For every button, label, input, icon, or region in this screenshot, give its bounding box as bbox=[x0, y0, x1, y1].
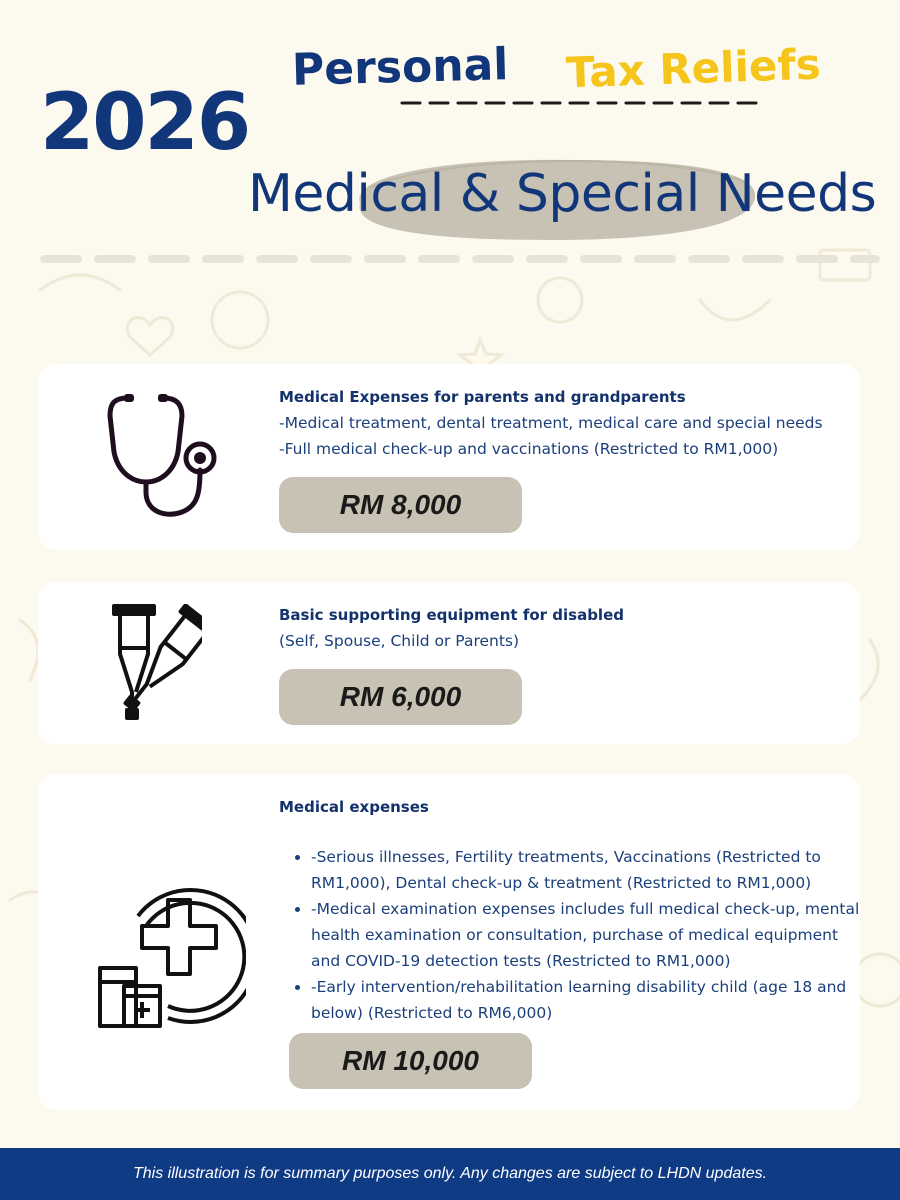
title-tax-reliefs: Tax Reliefs bbox=[565, 39, 822, 98]
stethoscope-icon bbox=[106, 392, 218, 520]
crutches-icon bbox=[98, 604, 202, 720]
card-title: Basic supporting equipment for disabled bbox=[279, 606, 624, 624]
page-subtitle: Medical & Special Needs bbox=[248, 164, 877, 224]
list-item: • -Medical examination expenses includes full medical check-up, mental health examination or consultation, purchase of medical equipment and COVID-19 detection tests (Restricted to RM1,000) bbox=[311, 896, 871, 974]
year-heading: 2026 bbox=[40, 78, 250, 168]
list-item: • -Serious illnesses, Fertility treatments, Vaccinations (Restricted to RM1,000), Dental check-up & treatment (Restricted to RM1,000) bbox=[311, 844, 871, 896]
card-detail-line: (Self, Spouse, Child or Parents) bbox=[279, 632, 520, 650]
relief-amount-badge: RM 6,000 bbox=[279, 669, 522, 725]
relief-card-disabled-equipment bbox=[38, 582, 860, 744]
title-personal: Personal bbox=[291, 39, 509, 96]
medical-expenses-list bbox=[289, 844, 871, 1026]
medical-cross-icon bbox=[98, 886, 246, 1030]
card-title: Medical Expenses for parents and grandparents bbox=[279, 388, 686, 406]
relief-card-parents-medical bbox=[38, 364, 860, 550]
header-divider bbox=[40, 252, 880, 266]
card-detail-line: -Full medical check-up and vaccinations (Restricted to RM1,000) bbox=[279, 440, 779, 458]
disclaimer-text: This illustration is for summary purposes only. Any changes are subject to LHDN updates. bbox=[132, 1165, 768, 1182]
title-underline bbox=[400, 100, 760, 106]
card-detail-line: -Medical treatment, dental treatment, medical care and special needs bbox=[279, 414, 823, 432]
disclaimer-footer bbox=[0, 1148, 900, 1200]
relief-card-medical-expenses bbox=[38, 774, 860, 1110]
relief-amount-badge: RM 8,000 bbox=[279, 477, 522, 533]
card-title: Medical expenses bbox=[279, 798, 429, 816]
relief-amount-badge: RM 10,000 bbox=[289, 1033, 532, 1089]
list-item: • -Early intervention/rehabilitation learning disability child (age 18 and below) (Restricted to RM6,000) bbox=[311, 974, 871, 1026]
